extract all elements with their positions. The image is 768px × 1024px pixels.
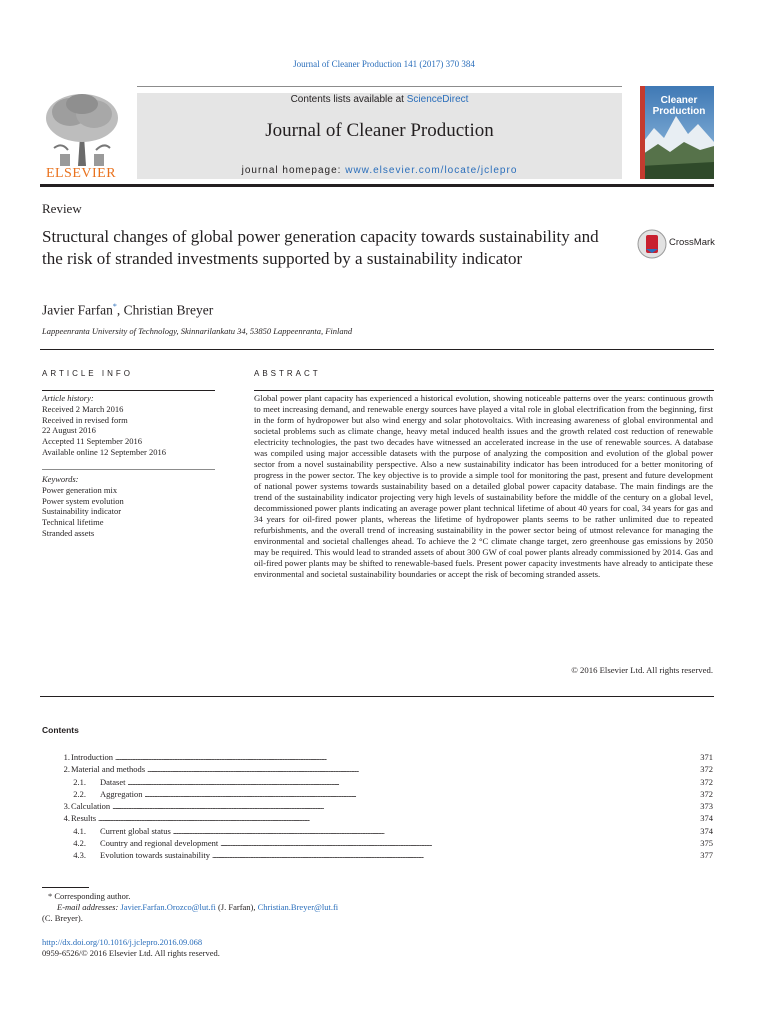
toc-title[interactable]: Dataset bbox=[100, 776, 126, 787]
toc-page-number: 373 bbox=[700, 801, 713, 812]
keywords-label: Keywords: bbox=[42, 474, 79, 484]
article-info-rule bbox=[42, 390, 215, 391]
article-info-heading: ARTICLE INFO bbox=[42, 369, 133, 378]
author-farfan[interactable]: Javier Farfan bbox=[42, 302, 113, 318]
crossmark-badge[interactable] bbox=[637, 229, 717, 259]
keyword-item: Technical lifetime bbox=[42, 517, 104, 528]
article-history bbox=[42, 393, 215, 458]
toc-row[interactable] bbox=[42, 788, 713, 800]
journal-citation[interactable]: Journal of Cleaner Production 141 (2017) 370 384 bbox=[293, 59, 475, 69]
toc-number: 1. bbox=[63, 752, 70, 762]
toc-row[interactable] bbox=[42, 837, 713, 849]
toc-leader-dots bbox=[173, 825, 691, 837]
footnote-rule bbox=[42, 887, 89, 888]
email-breyer-link[interactable]: Christian.Breyer@lut.fi bbox=[257, 902, 339, 912]
cover-title-line1: Cleaner bbox=[660, 95, 698, 106]
toc-row[interactable] bbox=[42, 800, 713, 812]
keywords bbox=[42, 474, 215, 539]
footnote bbox=[42, 891, 442, 924]
table-of-contents bbox=[42, 751, 713, 862]
toc-page-number: 374 bbox=[700, 813, 713, 824]
toc-number: 2. bbox=[63, 764, 70, 775]
cover-title-line2: Production bbox=[652, 106, 706, 117]
toc-leader-dots bbox=[115, 751, 691, 763]
toc-title[interactable]: Calculation bbox=[71, 801, 111, 812]
doi-link[interactable]: http://dx.doi.org/10.1016/j.jclepro.2016.09.068 bbox=[42, 937, 203, 947]
homepage-link[interactable]: www.elsevier.com/locate/jclepro bbox=[345, 165, 518, 176]
corresponding-author-mark[interactable]: * bbox=[112, 302, 117, 311]
toc-title[interactable]: Material and methods bbox=[71, 764, 146, 775]
toc-leader-dots bbox=[147, 763, 691, 775]
contents-available-line bbox=[137, 94, 622, 105]
article-info-divider bbox=[42, 469, 215, 470]
publisher-logo-text: ELSEVIER bbox=[45, 166, 117, 181]
elsevier-logo bbox=[40, 88, 122, 184]
toc-number: 4.2. bbox=[73, 838, 86, 849]
toc-page-number: 372 bbox=[700, 764, 713, 775]
email-farfan-link[interactable]: Javier.Farfan.Orozco@lut.fi bbox=[120, 902, 216, 912]
abstract-heading: ABSTRACT bbox=[254, 369, 321, 378]
email-line bbox=[42, 902, 442, 913]
abstract-rule bbox=[254, 390, 714, 391]
toc-leader-dots bbox=[145, 788, 692, 800]
keyword-item: Sustainability indicator bbox=[42, 506, 122, 517]
history-item: Received 2 March 2016 bbox=[42, 403, 124, 414]
toc-page-number: 377 bbox=[700, 850, 713, 861]
article-type: Review bbox=[42, 201, 82, 216]
toc-leader-dots bbox=[112, 800, 691, 812]
issn-line: 0959-6526/© 2016 Elsevier Ltd. All rights reserved. bbox=[42, 948, 220, 958]
crossmark-icon bbox=[637, 229, 667, 259]
history-item: Available online 12 September 2016 bbox=[42, 446, 167, 457]
toc-page-number: 375 bbox=[700, 838, 713, 849]
toc-page-number: 374 bbox=[700, 825, 713, 836]
contents-prefix: Contents lists available at bbox=[290, 94, 407, 105]
author-breyer[interactable]: Christian Breyer bbox=[123, 302, 214, 318]
toc-leader-dots bbox=[212, 849, 691, 861]
footnote-mark: * bbox=[48, 891, 53, 901]
journal-homepage-line bbox=[137, 165, 622, 176]
toc-row[interactable] bbox=[42, 825, 713, 837]
crossmark-label: CrossMark bbox=[669, 237, 715, 248]
journal-title: Journal of Cleaner Production bbox=[265, 120, 494, 141]
sciencedirect-link[interactable]: ScienceDirect bbox=[406, 94, 469, 105]
toc-row[interactable] bbox=[42, 812, 713, 824]
toc-page-number: 371 bbox=[700, 752, 713, 762]
corresponding-author-note bbox=[42, 891, 442, 902]
toc-number: 4.3. bbox=[73, 850, 86, 861]
toc-page-number: 372 bbox=[700, 776, 713, 787]
toc-number: 2.2. bbox=[73, 788, 86, 799]
keyword-item: Power system evolution bbox=[42, 495, 124, 506]
history-item: 22 August 2016 bbox=[42, 425, 96, 436]
toc-number: 2.1. bbox=[73, 776, 86, 787]
email-breyer-who: (C. Breyer). bbox=[42, 913, 83, 923]
toc-title[interactable]: Introduction bbox=[71, 752, 114, 762]
homepage-prefix: journal homepage: bbox=[241, 165, 346, 176]
toc-row[interactable] bbox=[42, 763, 713, 775]
toc-number: 4. bbox=[63, 813, 70, 824]
history-item: Received in revised form bbox=[42, 414, 128, 425]
article-history-label: Article history: bbox=[42, 393, 94, 403]
keyword-item: Power generation mix bbox=[42, 484, 118, 495]
history-item: Accepted 11 September 2016 bbox=[42, 436, 142, 447]
toc-title[interactable]: Country and regional development bbox=[100, 838, 219, 849]
toc-leader-dots bbox=[98, 812, 691, 824]
article-title: Structural changes of global power generation capacity towards sustainability and the risk of stranded investments supported by a sustainability indicator bbox=[42, 227, 599, 268]
toc-number: 4.1. bbox=[73, 825, 86, 836]
banner-top-rule bbox=[137, 86, 622, 87]
toc-row[interactable] bbox=[42, 776, 713, 788]
affiliation: Lappeenranta University of Technology, Skinnarilankatu 34, 53850 Lappeenranta, Finland bbox=[42, 326, 353, 336]
abstract-text: Global power plant capacity has experienced a historical evolution, showing noticeable patterns over the years: continuous growth to meet increasing demand, and renewable energy sources have played a vital role in global electrification from the beginning, first in the form of hydropower but also wind energy and solar photovoltaics. With increasing awareness of global environmental and societal problems such as climate change, heavy metal induced health issues and the growth related cost reduction of renewable electricity technologies, the past two decades have witnessed an accelerated increase in the use of renewable sources. A database was compiled using major accessible datasets with the purpose of analyzing the composition and evolution of the global power sector from a novel sustainability perspective. Also a new sustainability indicator has been introduced for a better monitoring of progress in the power sector. The key objective is to provide a simple tool for monitoring the past, present and future development of national power systems towards sustainability based on a detailed global power capacity database. The main findings are the trend of the sustainability indicator projecting very high levels of sustainability before the middle of the century on a global level, decommissioned power plants indicating an average power plant technical lifetime of about 40 years for coal, 34 years for gas and 34 years for oil-fired power plants, whereas the lifetime of hydropower plants seems to be rather unlimited due to repeated refurbishments, and the overall trend of increasing sustainability in the power sector being of utmost relevance for managing the environmental and societal challenges ahead. To achieve the 2 °C climate change target, zero greenhouse gas emissions by 2050 may be required. This would lead to stranded assets of about 300 GW of coal power plants already commissioned by 2014. Gas and oil-fired power plants may be shifted to renewable-based fuels. Present power capacity investments have already to anticipate these environmental and societal sustainability boundaries or accept the risk of becoming stranded assets. bbox=[254, 393, 713, 579]
toc-title[interactable]: Current global status bbox=[100, 825, 171, 836]
section-rule bbox=[40, 349, 714, 350]
toc-title[interactable]: Aggregation bbox=[100, 788, 143, 799]
toc-title[interactable]: Results bbox=[71, 813, 97, 824]
toc-row[interactable] bbox=[42, 849, 713, 861]
abstract-copyright: © 2016 Elsevier Ltd. All rights reserved. bbox=[571, 665, 713, 675]
toc-page-number: 372 bbox=[700, 788, 713, 799]
corresponding-author-text: Corresponding author. bbox=[54, 891, 131, 901]
journal-cover-image bbox=[640, 86, 714, 179]
toc-leader-dots bbox=[220, 837, 691, 849]
doi-block bbox=[42, 937, 220, 959]
toc-title[interactable]: Evolution towards sustainability bbox=[100, 850, 211, 861]
author-separator: , bbox=[116, 302, 124, 318]
email-farfan-who: (J. Farfan), bbox=[215, 902, 258, 912]
keyword-item: Stranded assets bbox=[42, 527, 95, 538]
contents-heading: Contents bbox=[42, 725, 79, 735]
header-rule bbox=[40, 184, 714, 187]
email-label: E-mail addresses: bbox=[57, 902, 119, 912]
toc-number: 3. bbox=[63, 801, 70, 812]
section-rule bbox=[40, 696, 714, 697]
toc-leader-dots bbox=[128, 776, 692, 788]
authors-line bbox=[42, 302, 213, 319]
toc-row[interactable] bbox=[42, 751, 713, 763]
